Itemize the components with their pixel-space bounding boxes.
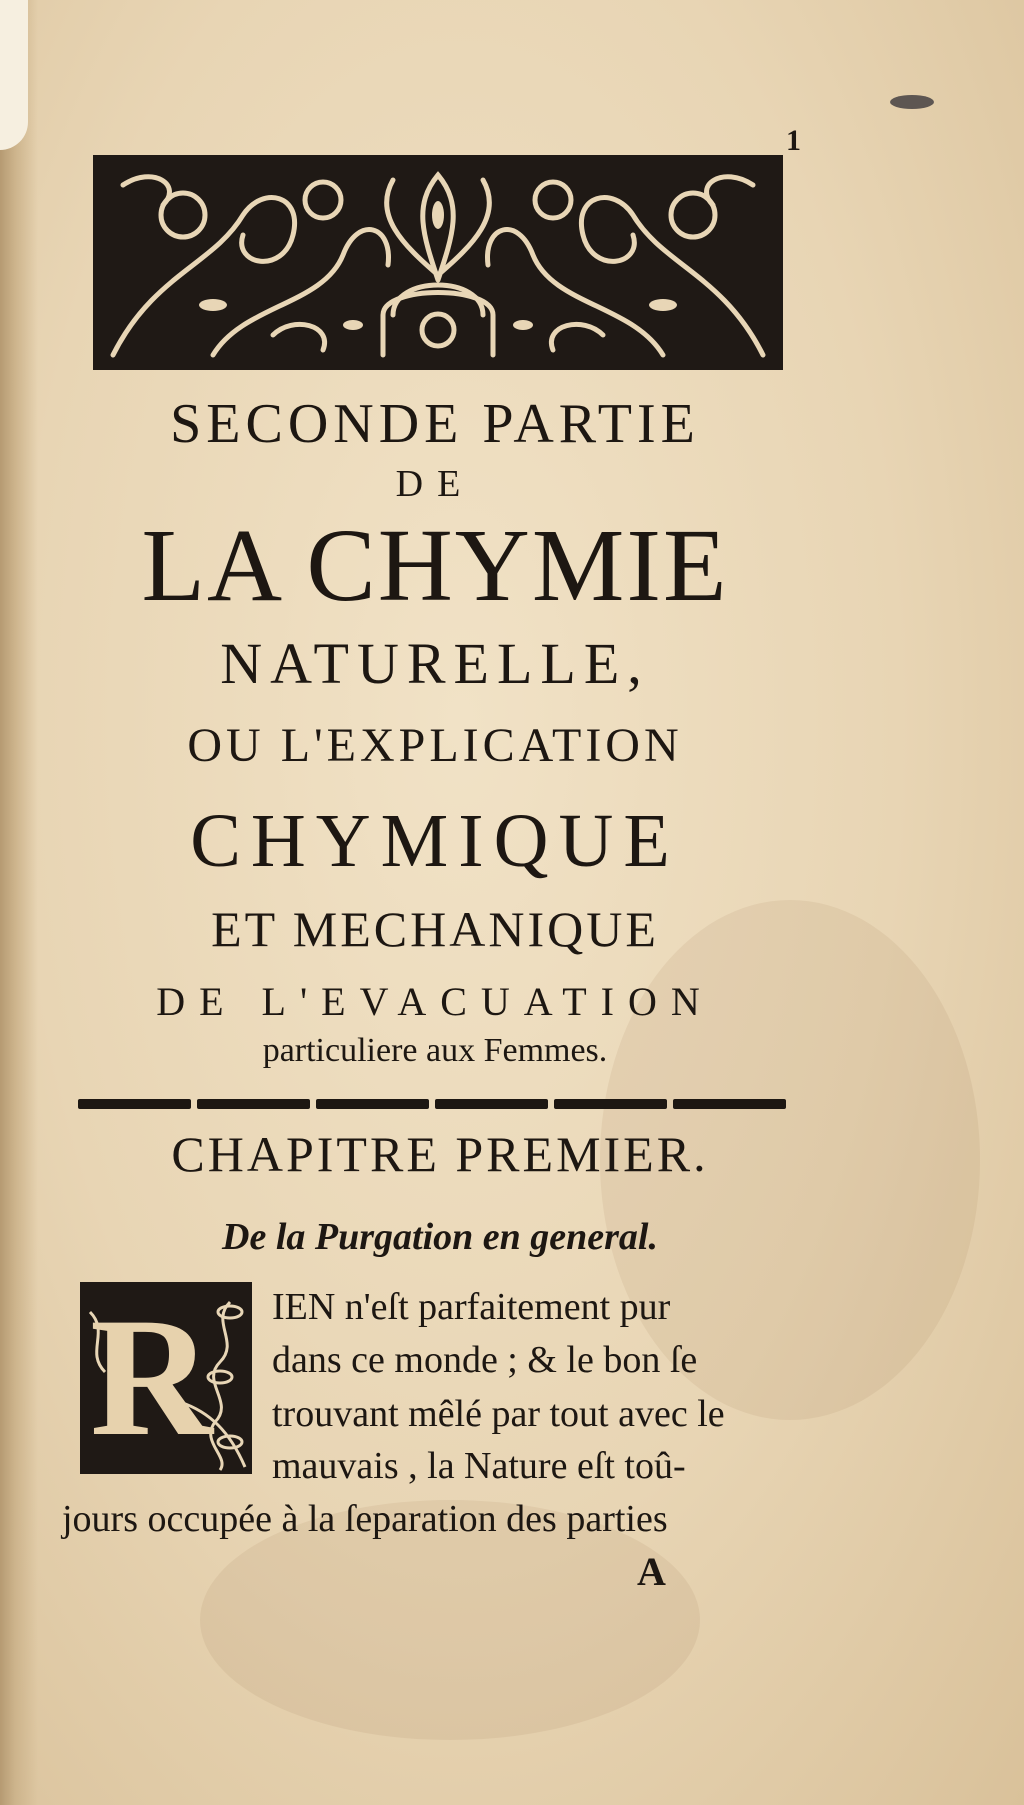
title-line-chymique: CHYMIQUE — [190, 799, 680, 883]
title-line-de: DE — [395, 463, 475, 505]
title-line-et-mechanique: ET MECHANIQUE — [211, 901, 659, 957]
body-line: mauvais , la Nature eſt toû- — [272, 1445, 686, 1487]
catchword: A — [637, 1549, 666, 1594]
floral-vase-woodcut-ornament-icon — [93, 155, 783, 370]
chapter-subtitle: De la Purgation en general. — [222, 1216, 658, 1258]
title-line-seconde-partie: SECONDE PARTIE — [170, 393, 700, 455]
decorated-initial-r-icon — [80, 1282, 252, 1474]
body-line: dans ce monde ; & le bon ſe — [272, 1339, 698, 1381]
body-line: IEN n'eſt parfaitement pur — [272, 1286, 671, 1328]
drop-cap-letter: R — [90, 1283, 213, 1471]
body-line: jours occupée à la ſeparation des parties — [62, 1498, 668, 1540]
title-line-la-chymie: LA CHYMIE — [141, 508, 729, 623]
body-line: trouvant mêlé par tout avec le — [272, 1393, 725, 1435]
chapter-heading: CHAPITRE PREMIER. — [171, 1126, 709, 1182]
title-line-naturelle: NATURELLE, — [220, 631, 650, 696]
page-gutter-shadow — [0, 0, 38, 1805]
paper-edge — [0, 0, 28, 150]
title-line-explication: OU L'EXPLICATION — [187, 719, 683, 772]
page-number: 1 — [786, 124, 801, 157]
title-line-evacuation: DE L'EVACUATION — [156, 979, 714, 1024]
ornamental-rule — [78, 1099, 786, 1109]
title-line-femmes: particuliere aux Femmes. — [262, 1032, 608, 1069]
ink-speck — [890, 95, 934, 109]
